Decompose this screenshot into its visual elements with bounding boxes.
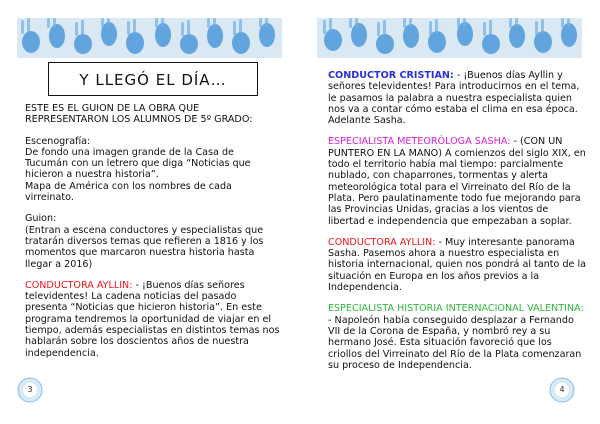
page-title: Y LLEGÓ EL DÍA… — [48, 62, 258, 96]
speech-text: - ¡Buenos días señores televidentes! La cadena noticias del pasado presenta “Noticias que hicieron historia”. En este programa tendremos la oportunidad de viajar en el tiempo, además especialistas en distintos temas nos hablarán sobre los doscientos años de nuestra independencia. — [25, 279, 280, 359]
intro-text: ESTE ES EL GUION DE LA OBRA QUE REPRESENTARON LOS ALUMNOS DE 5º GRADO: — [25, 103, 253, 126]
right-page — [300, 0, 600, 424]
page-number: 4 — [559, 385, 565, 394]
dialogue-ayllin — [328, 237, 588, 293]
speaker-name: CONDUCTORA AYLLIN: — [328, 236, 436, 248]
escenografia-text: De fondo una imagen grande de la Casa de Tucumán con un letrero que diga “Noticias que hicieron a nuestra historia”. — [25, 146, 251, 181]
hands-banner — [17, 18, 282, 58]
speech-text: - Napoleón había conseguido desplazar a Fernando VII de la Corona de España, y nombró rey a su hermano José. Esta situación favoreció que los criollos del Virreinato del Río de la Plata comenzaran su proceso de Independencia. — [328, 314, 582, 371]
escenografia-label: Escenografía: — [25, 135, 91, 147]
speaker-name: ESPECIALISTA METEORÓLOGA SASHA: — [328, 136, 511, 148]
right-text-column — [328, 70, 588, 381]
page-number-badge — [548, 376, 576, 404]
hand-prints-image — [17, 18, 282, 58]
dialogue-cristian — [328, 70, 588, 126]
escenografia-map-text: Mapa de América con los nombres de cada virreinato. — [25, 180, 232, 204]
dialogue-ayllin — [25, 280, 280, 359]
speech-text: - Muy interesante panorama Sasha. Pasemos ahora a nuestro especialista en historia internacional, quien nos pondrá al tanto de la situación en Europa en los años previos a la Independencia. — [328, 236, 587, 294]
speech-text: - (CON UN PUNTERO EN LA MANO) A comienzos del siglo XIX, en todo el territorio había mal tiempo: parcialmente nublado, con chaparrones, tormentas y alerta meteorológica total para el Virreinato del Río de la Plata. Pero paulatinamente todo fue mejorando para las Provincias Unidas, gracias a los vientos de libertad e independencia que empezaban a soplar. — [328, 136, 586, 227]
hand-prints-image — [317, 18, 582, 58]
hands-banner — [317, 18, 582, 58]
dialogue-valentina — [328, 303, 588, 371]
dialogue-sasha — [328, 136, 588, 226]
speech-text: - ¡Buenos días Ayllin y señores televidentes! Para introducirnos en el tema, le pasamos la palabra a nuestra especialista quien nos va a contar cómo estaba el clima en esa época. Adelante Sasha. — [328, 70, 580, 127]
page-number-badge — [16, 376, 44, 404]
speaker-name: CONDUCTORA AYLLIN: — [25, 279, 133, 291]
guion-text: (Entran a escena conductores y especialistas que tratarán diversos temas que refieren a 1816 y los momentos que marcaron nuestra historia hasta llegar a 2016) — [25, 224, 264, 270]
escenografia-section — [25, 136, 280, 204]
page-number: 3 — [27, 385, 33, 394]
speaker-name: ESPECIALISTA HISTORIA INTERNACIONAL VALENTINA: — [328, 303, 584, 315]
speaker-name: CONDUCTOR CRISTIAN: — [328, 70, 454, 81]
guion-section — [25, 213, 280, 269]
left-text-column — [25, 103, 280, 369]
guion-label: Guion: — [25, 213, 57, 225]
